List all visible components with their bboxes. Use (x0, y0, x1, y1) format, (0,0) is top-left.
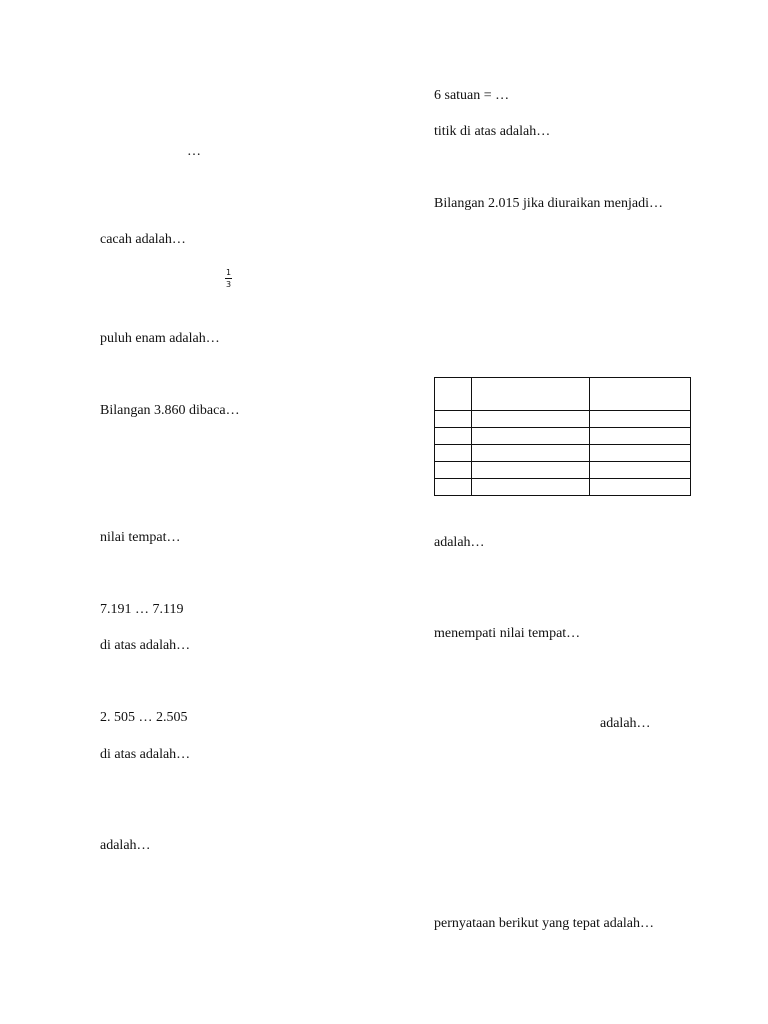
question-adalah-right-one: adalah… (434, 535, 485, 550)
table-header-row (435, 378, 691, 411)
question-di-atas-two: di atas adalah… (100, 747, 191, 762)
question-bilangan-dibaca: Bilangan 3.860 dibaca… (100, 403, 240, 418)
table-cell (590, 378, 691, 411)
question-adalah-right-two: adalah… (600, 716, 651, 731)
question-adalah-left: adalah… (100, 838, 151, 853)
table-cell (435, 479, 472, 496)
comparison-two: 2. 505 … 2.505 (100, 710, 188, 725)
table-cell (472, 445, 590, 462)
table-cell (472, 378, 590, 411)
table-cell (472, 462, 590, 479)
table-cell (435, 378, 472, 411)
table-row (435, 411, 691, 428)
table-cell (435, 445, 472, 462)
table-row (435, 479, 691, 496)
table-cell (472, 428, 590, 445)
question-di-atas-one: di atas adalah… (100, 638, 191, 653)
question-menempati: menempati nilai tempat… (434, 626, 581, 641)
question-diuraikan: Bilangan 2.015 jika diuraikan menjadi… (434, 196, 664, 211)
fraction-numerator: 1 (225, 268, 232, 277)
table-cell (435, 428, 472, 445)
table-cell (435, 411, 472, 428)
fraction-one-third (225, 268, 232, 289)
table-cell (590, 428, 691, 445)
table-cell (590, 479, 691, 496)
table-row (435, 445, 691, 462)
question-cacah: cacah adalah… (100, 232, 186, 247)
table-cell (472, 479, 590, 496)
question-titik: titik di atas adalah… (434, 124, 551, 139)
table-row (435, 428, 691, 445)
table-cell (590, 462, 691, 479)
fraction-denominator: 3 (225, 280, 232, 289)
table-row (435, 462, 691, 479)
table-cell (590, 445, 691, 462)
fraction-bar (225, 278, 232, 279)
ellipsis-text: … (187, 144, 201, 159)
question-pernyataan: pernyataan berikut yang tepat adalah… (434, 916, 655, 931)
comparison-one: 7.191 … 7.119 (100, 602, 184, 617)
question-satuan: 6 satuan = … (434, 88, 510, 103)
table-cell (472, 411, 590, 428)
question-puluh-enam: puluh enam adalah… (100, 331, 220, 346)
table-cell (435, 462, 472, 479)
empty-table (434, 377, 691, 496)
table-cell (590, 411, 691, 428)
question-nilai-tempat: nilai tempat… (100, 530, 181, 545)
